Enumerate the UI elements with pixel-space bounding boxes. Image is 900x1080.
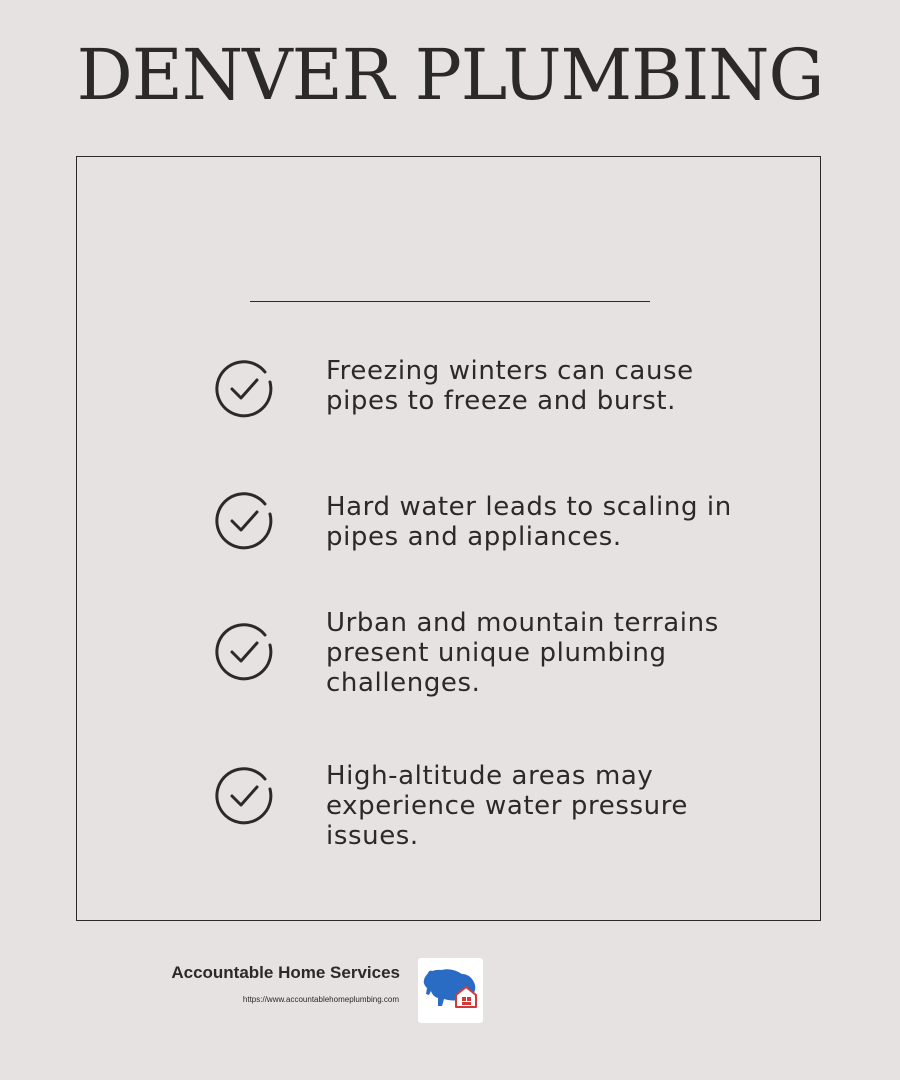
info-card xyxy=(76,156,821,921)
list-item-text: Urban and mountain terrains present unique plumbing challenges. xyxy=(326,608,719,698)
check-circle-icon xyxy=(213,490,275,552)
buffalo-house-logo-icon xyxy=(418,958,483,1023)
check-circle-icon xyxy=(213,621,275,683)
list-item-text: Hard water leads to scaling in pipes and appliances. xyxy=(326,492,732,552)
brand-logo xyxy=(418,958,483,1023)
brand-name: Accountable Home Services xyxy=(171,963,400,982)
brand-url[interactable]: https://www.accountablehomeplumbing.com xyxy=(242,995,399,1004)
list-item-text: High-altitude areas may experience water pressure issues. xyxy=(326,761,689,851)
divider xyxy=(250,301,650,302)
check-circle-icon xyxy=(213,765,275,827)
list-item-text: Freezing winters can cause pipes to freeze and burst. xyxy=(326,356,694,416)
check-circle-icon xyxy=(213,358,275,420)
page-title: DENVER PLUMBING xyxy=(76,34,824,116)
